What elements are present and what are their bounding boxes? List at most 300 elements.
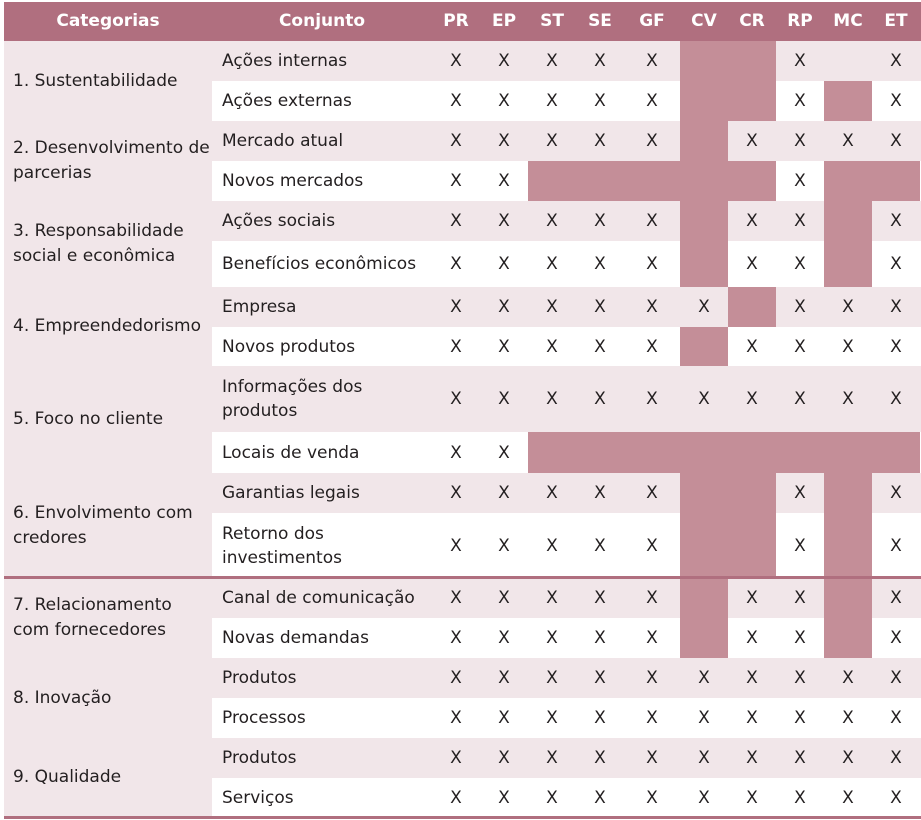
x-mark: X [842,389,854,409]
x-mark: X [546,131,558,151]
x-mark: X [498,588,510,608]
set-label: Benefícios econômicos [222,254,417,274]
cell-et-shaded [872,432,920,473]
set-label: Mercado atual [222,131,344,151]
table-row [212,327,921,366]
x-mark: X [546,389,558,409]
table-row [212,241,921,287]
x-mark: X [450,483,462,503]
cell-ep [480,698,528,738]
cell-gf-shaded [624,161,680,201]
x-mark: X [498,131,510,151]
cell-cv-shaded [680,121,728,161]
x-mark: X [890,748,902,768]
category-label: 7. Relacionamento com fornecedores [13,595,172,640]
cell-st [528,473,576,513]
x-mark: X [842,668,854,688]
x-mark: X [890,535,902,556]
set-label: Ações sociais [222,211,336,231]
cell-cr [728,658,776,698]
cell-et [872,327,920,366]
table-row [212,578,921,618]
x-mark: X [546,336,558,357]
cell-cv [680,778,728,817]
x-mark: X [594,389,606,409]
x-mark: X [890,254,902,274]
cell-mc-shaded [824,513,872,578]
category-cell [4,201,212,287]
cell-pr [432,366,480,432]
x-mark: X [794,535,806,556]
cell-rp [776,287,824,327]
cell-rp [776,473,824,513]
cell-st [528,241,576,287]
x-mark: X [594,211,606,231]
cell-et [872,578,920,618]
cell-cv [680,658,728,698]
cell-cv-shaded [680,201,728,241]
x-mark: X [890,336,902,357]
cell-st [528,366,576,432]
x-mark: X [842,708,854,728]
cell-cr [728,241,776,287]
x-mark: X [498,708,510,728]
x-mark: X [450,588,462,608]
x-mark: X [698,748,710,768]
cell-st-shaded [528,432,576,473]
x-mark: X [594,91,606,111]
x-mark: X [746,668,758,688]
x-mark: X [646,211,658,231]
cell-rp [776,698,824,738]
set-label: Novas demandas [222,628,369,648]
cell-gf [624,618,680,658]
x-mark: X [498,91,510,111]
cell-se-shaded [576,161,624,201]
cell-pr [432,738,480,778]
cell-gf [624,327,680,366]
x-mark: X [746,588,758,608]
cell-st [528,658,576,698]
x-mark: X [546,535,558,556]
cell-cv-shaded [680,618,728,658]
cell-gf [624,658,680,698]
x-mark: X [794,171,806,191]
cell-se [576,41,624,81]
x-mark: X [594,131,606,151]
cell-mc [824,658,872,698]
cell-et [872,201,920,241]
cell-ep [480,778,528,817]
cell-rp [776,738,824,778]
x-mark: X [746,254,758,274]
x-mark: X [450,535,462,556]
cell-gf [624,241,680,287]
x-mark: X [646,483,658,503]
x-mark: X [646,51,658,71]
cell-rp [776,513,824,578]
cell-mc-shaded [824,161,872,201]
category-cell [4,41,212,121]
x-mark: X [498,51,510,71]
x-mark: X [546,91,558,111]
x-mark: X [594,588,606,608]
x-mark: X [890,588,902,608]
cell-mc-shaded [824,81,872,121]
cell-gf [624,81,680,121]
cell-pr [432,327,480,366]
x-mark: X [794,91,806,111]
cell-cr-shaded [728,432,776,473]
x-mark: X [794,787,806,808]
x-mark: X [450,668,462,688]
cell-ep [480,201,528,241]
x-mark: X [746,336,758,357]
cell-ep [480,241,528,287]
x-mark: X [546,254,558,274]
cell-rp [776,81,824,121]
x-mark: X [546,588,558,608]
table-row [212,513,921,578]
x-mark: X [890,297,902,317]
x-mark: X [746,787,758,808]
cell-mc [824,121,872,161]
category-cell [4,738,212,817]
x-mark: X [794,708,806,728]
cell-mc [824,778,872,817]
x-mark: X [594,748,606,768]
cell-se [576,473,624,513]
cell-ep [480,41,528,81]
header-mc: MC [833,11,863,31]
x-mark: X [646,254,658,274]
cell-ep [480,578,528,618]
x-mark: X [594,668,606,688]
cell-cr [728,327,776,366]
x-mark: X [698,668,710,688]
cell-et [872,473,920,513]
cell-rp [776,778,824,817]
cell-rp [776,201,824,241]
x-mark: X [450,442,462,463]
cell-pr [432,432,480,473]
table-row [212,618,921,658]
cell-et [872,366,920,432]
cell-cr [728,618,776,658]
x-mark: X [794,131,806,151]
set-label: Locais de venda [222,442,360,463]
cell-se [576,513,624,578]
category-label: 5. Foco no cliente [13,409,164,429]
cell-st [528,513,576,578]
cell-mc-shaded [824,201,872,241]
cell-rp-shaded [776,432,824,473]
set-label: Produtos [222,748,297,768]
cell-pr [432,578,480,618]
category-cell [4,578,212,658]
cell-se [576,366,624,432]
cell-se [576,327,624,366]
category-label: 8. Inovação [13,687,112,708]
x-mark: X [450,708,462,728]
cell-cv-shaded [680,578,728,618]
cell-gf [624,366,680,432]
cell-et [872,738,920,778]
cell-cr [728,738,776,778]
cell-et [872,81,920,121]
cell-ep [480,513,528,578]
cell-ep [480,327,528,366]
table-row [212,432,921,473]
x-mark: X [890,483,902,503]
cell-mc-shaded [824,578,872,618]
x-mark: X [646,748,658,768]
cell-se [576,698,624,738]
cell-pr [432,241,480,287]
x-mark: X [794,483,806,503]
cell-ep [480,618,528,658]
cell-mc-shaded [824,241,872,287]
cell-cv-shaded [680,473,728,513]
cell-ep [480,473,528,513]
x-mark: X [646,787,658,808]
x-mark: X [450,211,462,231]
x-mark: X [498,748,510,768]
category-label: 9. Qualidade [13,767,122,787]
cell-gf-shaded [624,432,680,473]
cell-rp [776,327,824,366]
table-row [212,778,921,817]
table-row [212,366,921,432]
header-se: SE [588,11,612,31]
x-mark: X [890,51,902,71]
table-row [212,698,921,738]
x-mark: X [498,297,510,317]
header-rp: RP [787,11,813,31]
x-mark: X [698,297,710,317]
cell-gf [624,473,680,513]
x-mark: X [498,171,510,191]
header-et: ET [884,11,908,31]
x-mark: X [698,389,710,409]
x-mark: X [498,787,510,808]
category-cell [4,121,212,201]
x-mark: X [450,51,462,71]
cell-st [528,618,576,658]
x-mark: X [746,748,758,768]
x-mark: X [794,588,806,608]
cell-rp [776,578,824,618]
cell-rp [776,161,824,201]
cell-pr [432,513,480,578]
table-header [4,2,921,41]
set-label: Processos [222,708,306,728]
cell-et-shaded [872,161,920,201]
x-mark: X [498,668,510,688]
table-row [212,738,921,778]
cell-pr [432,287,480,327]
x-mark: X [498,442,510,463]
x-mark: X [842,748,854,768]
x-mark: X [794,211,806,231]
cell-pr [432,473,480,513]
header-cr: CR [739,11,765,31]
x-mark: X [546,211,558,231]
cell-et [872,618,920,658]
x-mark: X [498,336,510,357]
cell-mc [824,698,872,738]
cell-cv-shaded [680,41,728,81]
cell-se [576,738,624,778]
cell-cr-shaded [728,287,776,327]
x-mark: X [594,483,606,503]
cell-se [576,201,624,241]
x-mark: X [450,91,462,111]
cell-et [872,513,920,578]
x-mark: X [450,171,462,191]
x-mark: X [890,628,902,648]
cell-ep [480,658,528,698]
cell-gf [624,778,680,817]
x-mark: X [646,389,658,409]
x-mark: X [890,211,902,231]
cell-cr [728,201,776,241]
header-categorias: Categorias [56,11,160,31]
x-mark: X [546,51,558,71]
cell-st [528,81,576,121]
cell-cr-shaded [728,473,776,513]
x-mark: X [746,708,758,728]
cell-ep [480,738,528,778]
cell-cv-shaded [680,81,728,121]
x-mark: X [746,131,758,151]
cell-gf [624,121,680,161]
section-divider [4,576,921,579]
set-label: Empresa [222,297,297,317]
cell-se [576,578,624,618]
cell-rp [776,121,824,161]
header-cv: CV [691,11,717,31]
category-label: 3. Responsabilidade social e econômica [13,221,184,266]
cell-gf [624,513,680,578]
x-mark: X [450,297,462,317]
x-mark: X [794,628,806,648]
x-mark: X [746,628,758,648]
x-mark: X [698,787,710,808]
x-mark: X [498,211,510,231]
cell-rp [776,241,824,287]
x-mark: X [698,708,710,728]
cell-st [528,201,576,241]
x-mark: X [546,297,558,317]
cell-st-shaded [528,161,576,201]
cell-gf [624,738,680,778]
cell-et [872,121,920,161]
x-mark: X [450,389,462,409]
x-mark: X [546,748,558,768]
cell-ep [480,81,528,121]
set-label: Garantias legais [222,483,360,503]
x-mark: X [794,254,806,274]
table-row [212,41,921,81]
cell-mc [824,738,872,778]
header-gf: GF [639,11,665,31]
category-cell [4,287,212,366]
cell-gf [624,287,680,327]
x-mark: X [594,708,606,728]
x-mark: X [890,668,902,688]
cell-cv-shaded [680,241,728,287]
cell-rp [776,366,824,432]
x-mark: X [594,51,606,71]
category-label: 4. Empreendedorismo [13,316,201,336]
cell-cv-shaded [680,327,728,366]
cell-st [528,121,576,161]
cell-mc-shaded [824,432,872,473]
cell-cv [680,366,728,432]
x-mark: X [842,787,854,808]
table-row [212,81,921,121]
x-mark: X [842,131,854,151]
category-label: 2. Desenvolvimento de parcerias [13,138,210,183]
cell-pr [432,81,480,121]
set-label: Canal de comunicação [222,588,415,608]
x-mark: X [498,254,510,274]
x-mark: X [646,708,658,728]
x-mark: X [546,787,558,808]
table-row [212,473,921,513]
cell-ep [480,121,528,161]
cell-et [872,287,920,327]
cell-gf [624,578,680,618]
table-row [212,287,921,327]
x-mark: X [794,389,806,409]
x-mark: X [890,131,902,151]
cell-et [872,698,920,738]
cell-gf [624,698,680,738]
cell-et [872,778,920,817]
cell-cv-shaded [680,432,728,473]
x-mark: X [450,254,462,274]
set-label: Serviços [222,787,294,808]
x-mark: X [594,535,606,556]
x-mark: X [498,535,510,556]
category-cell [4,366,212,473]
cell-cr [728,698,776,738]
category-cell [4,658,212,738]
x-mark: X [646,628,658,648]
cell-pr [432,698,480,738]
cell-pr [432,618,480,658]
x-mark: X [546,708,558,728]
x-mark: X [450,628,462,648]
x-mark: X [498,389,510,409]
cell-st [528,287,576,327]
x-mark: X [794,336,806,357]
cell-st [528,738,576,778]
x-mark: X [646,535,658,556]
x-mark: X [746,211,758,231]
x-mark: X [794,748,806,768]
x-mark: X [594,297,606,317]
cell-cr [728,121,776,161]
set-label: Novos produtos [222,336,356,357]
table-row [212,201,921,241]
x-mark: X [794,297,806,317]
x-mark: X [450,787,462,808]
cell-mc [824,41,872,81]
x-mark: X [498,628,510,648]
